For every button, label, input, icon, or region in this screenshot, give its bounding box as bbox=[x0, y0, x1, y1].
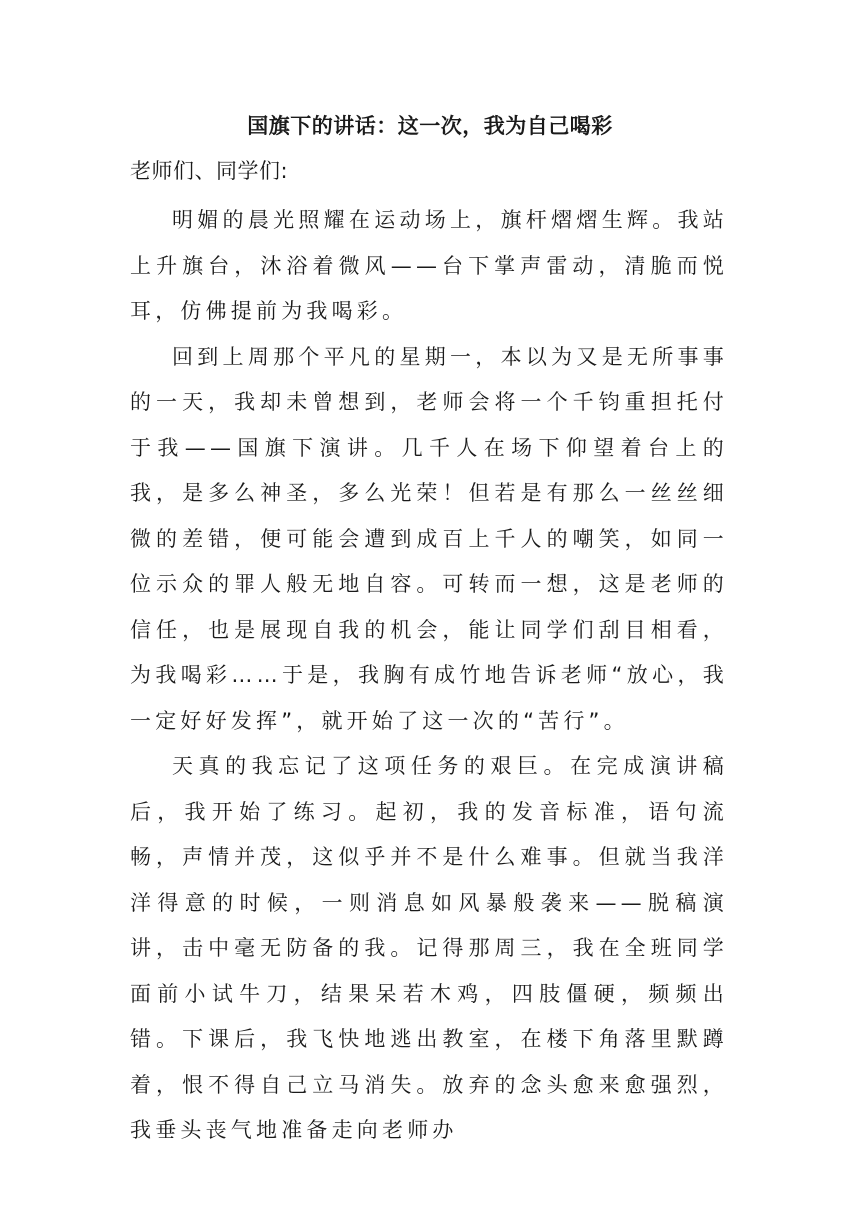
paragraph-1: 明媚的晨光照耀在运动场上，旗杆熠熠生辉。我站上升旗台，沐浴着微风——台下掌声雷动，清脆而悦耳，仿佛提前为我喝彩。 bbox=[130, 208, 728, 323]
document-title: 国旗下的讲话：这一次，我为自己喝彩 bbox=[247, 114, 613, 138]
paragraph-3: 天真的我忘记了这项任务的艰巨。在完成演讲稿后，我开始了练习。起初，我的发音标准，语句流畅，声情并茂，这似乎并不是什么难事。但就当我洋洋得意的时候，一则消息如风暴般袭来——脱稿演讲，击中毫无防备的我。记得那周三，我在全班同学面前小试牛刀，结果呆若木鸡，四肢僵硬，频频出错。下课后，我飞快地逃出教室，在楼下角落里默蹲着，恨不得自己立马消失。放弃的念头愈来愈强烈，我垂头丧气地准备走向老师办 bbox=[130, 754, 728, 1142]
paragraph-2: 回到上周那个平凡的星期一，本以为又是无所事事的一天，我却未曾想到，老师会将一个千钧重担托付于我——国旗下演讲。几千人在场下仰望着台上的我，是多么神圣，多么光荣！但若是有那么一丝丝细微的差错，便可能会遭到成百上千人的嘲笑，如同一位示众的罪人般无地自容。可转而一想，这是老师的信任，也是展现自我的机会，能让同学们刮目相看，为我喝彩……于是，我胸有成竹地告诉老师“放心，我一定好好发挥”，就开始了这一次的“苦行”。 bbox=[130, 344, 728, 733]
greeting-line: 老师们、同学们: bbox=[130, 159, 289, 183]
speech-body bbox=[130, 198, 728, 1154]
